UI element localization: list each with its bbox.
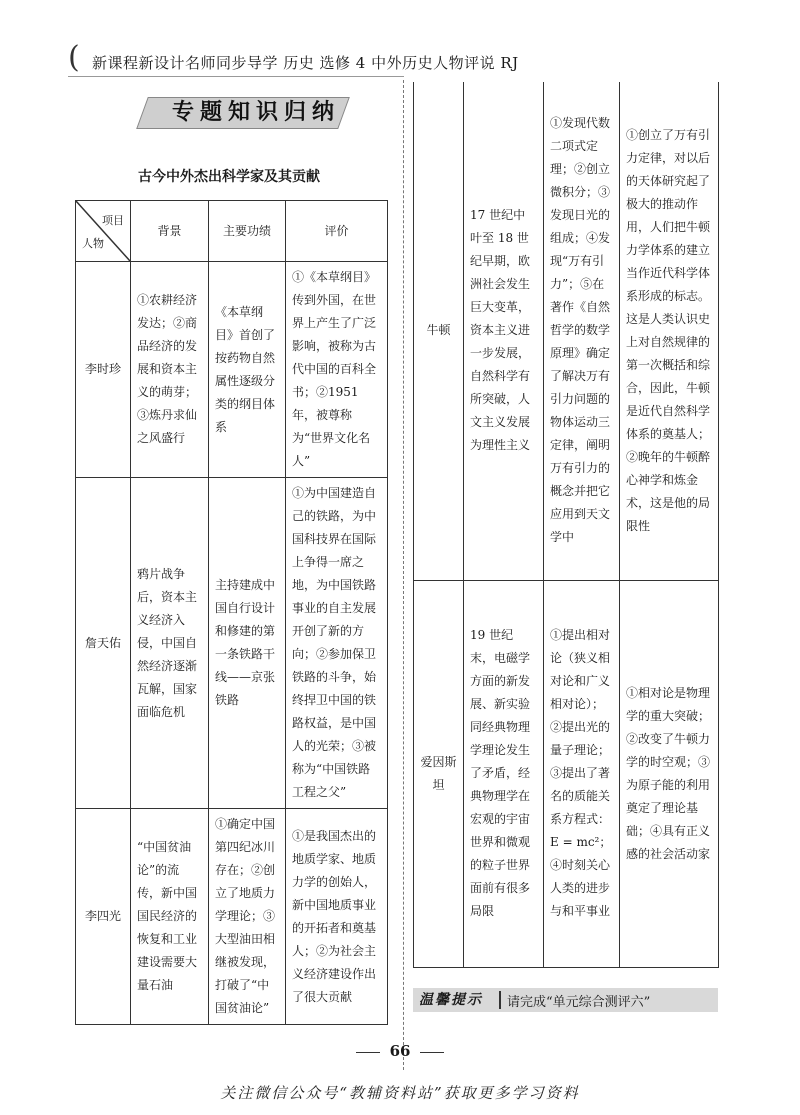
scientists-table-left	[75, 200, 388, 1025]
header-person-label: 人物	[82, 237, 104, 250]
header-background: 背景	[131, 201, 209, 262]
person-name: 李时珍	[76, 262, 131, 478]
header-item-label: 项目	[102, 214, 124, 227]
footer-watermark-text: 关注微信公众号“教辅资料站”获取更多学习资料	[220, 1084, 580, 1102]
section-title-badge	[132, 93, 352, 133]
achievements-cell: 主持建成中国自行设计和修建的第一条铁路干线——京张铁路	[209, 478, 286, 809]
background-cell: 17 世纪中叶至 18 世纪早期，欧洲社会发生巨大变革，资本主义进一步发展，自然科学有所突破，人文主义发展为理性主义	[464, 82, 544, 580]
column-divider	[403, 80, 404, 1070]
achievements-cell: ①确定中国第四纪冰川存在；②创立了地质力学理论；③大型油田相继被发现，打破了“中国贫油论”	[209, 809, 286, 1025]
achievements-cell: ①发现代数二项式定理；②创立微积分；③发现日光的组成；④发现“万有引力”；⑤在著作《自然哲学的数学原理》确定了解决万有引力问题的物体运动三定律，阐明万有引力的概念并把它应用到天文学中	[544, 82, 620, 580]
header-rule	[68, 76, 404, 77]
person-name: 李四光	[76, 809, 131, 1025]
background-cell: 鸦片战争后，资本主义经济入侵，中国自然经济逐渐瓦解，国家面临危机	[131, 478, 209, 809]
page-number	[0, 1042, 800, 1060]
achievements-cell: 《本草纲目》首创了按药物自然属性逐级分类的纲目体系	[209, 262, 286, 478]
section-title: 专题知识归纳	[172, 99, 341, 125]
evaluation-cell: ①创立了万有引力定律，对以后的天体研究起了极大的推动作用，人们把牛顿力学体系的建立当作近代科学体系形成的标志。这是人类认识史上对自然规律的第一次概括和综合，因此，牛顿是近代自然科学体系的奠基人；②晚年的牛顿醉心神学和炼金术，这是他的局限性	[620, 82, 719, 580]
table-row	[76, 809, 388, 1025]
table-row	[414, 580, 719, 968]
header-text: 新课程新设计名师同步导学 历史 选修 4 中外历史人物评说 RJ	[92, 54, 519, 72]
page-number-dash-left	[356, 1052, 380, 1053]
person-name: 爱因斯坦	[414, 580, 464, 968]
evaluation-cell: ①相对论是物理学的重大突破；②改变了牛顿力学的时空观；③为原子能的利用奠定了理论基础；④具有正义感的社会活动家	[620, 580, 719, 968]
evaluation-cell: ①是我国杰出的地质学家、地质力学的创始人，新中国地质事业的开拓者和奠基人；②为社会主义经济建设作出了很大贡献	[286, 809, 388, 1025]
evaluation-cell: ①为中国建造自己的铁路，为中国科技界在国际上争得一席之地，为中国铁路事业的自主发展开创了新的方向；②参加保卫铁路的斗争，始终捍卫中国的铁路权益，是中国人的光荣；③被称为“中国铁路工程之父”	[286, 478, 388, 809]
background-cell: ①农耕经济发达；②商品经济的发展和资本主义的萌芽；③炼丹求仙之风盛行	[131, 262, 209, 478]
background-cell: “中国贫油论”的流传，新中国国民经济的恢复和工业建设需要大量石油	[131, 809, 209, 1025]
table-row	[76, 478, 388, 809]
tip-banner	[413, 988, 718, 1012]
page-number-value: 66	[389, 1042, 411, 1060]
header-bracket: (	[68, 40, 80, 75]
table-title: 古今中外杰出科学家及其贡献	[138, 169, 320, 185]
tip-separator	[499, 991, 501, 1009]
scientists-table-right	[413, 82, 719, 968]
table-header-row	[76, 201, 388, 262]
evaluation-cell: ①《本草纲目》传到外国，在世界上产生了广泛影响，被称为古代中国的百科全书；②1951 年，被尊称为“世界文化名人”	[286, 262, 388, 478]
page-number-dash-right	[420, 1052, 444, 1053]
background-cell: 19 世纪末，电磁学方面的新发展、新实验同经典物理学理论发生了矛盾，经典物理学在宏观的宇宙世界和微观的粒子世界面前有很多局限	[464, 580, 544, 968]
page-header	[68, 40, 768, 75]
header-evaluation: 评价	[286, 201, 388, 262]
person-name: 牛顿	[414, 82, 464, 580]
diagonal-header-cell	[76, 201, 131, 262]
tip-label: 温馨提示	[419, 992, 483, 1008]
table-row	[76, 262, 388, 478]
person-name: 詹天佑	[76, 478, 131, 809]
tip-text: 请完成“单元综合测评六”	[507, 995, 651, 1010]
table-row	[414, 82, 719, 580]
achievements-cell: ①提出相对论（狭义相对论和广义相对论）；②提出光的量子理论；③提出了著名的质能关系方程式：E = mc²；④时刻关心人类的进步与和平事业	[544, 580, 620, 968]
header-achievements: 主要功绩	[209, 201, 286, 262]
